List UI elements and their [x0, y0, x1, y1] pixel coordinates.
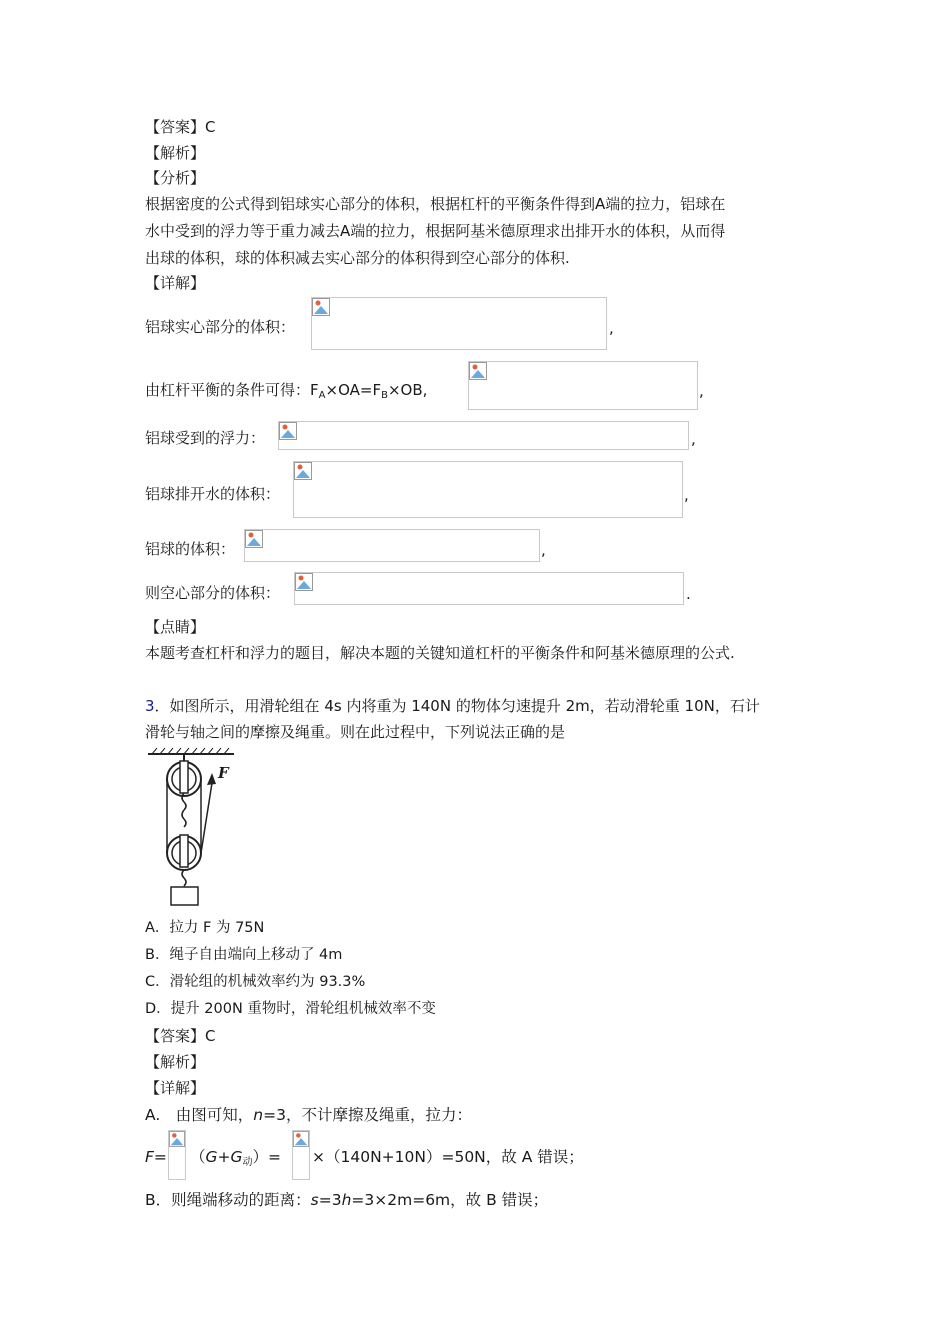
broken-image-icon	[295, 573, 313, 591]
step-5-label: 铝球的体积：	[145, 540, 236, 558]
step-4-label: 铝球排开水的体积：	[145, 485, 281, 503]
step-4-punct: ,	[684, 486, 689, 504]
formula-image-5	[244, 529, 540, 562]
step-2-label: 由杠杆平衡的条件可得：$F_A\times OA=F_B\times OB$,	[145, 381, 428, 401]
formula-rest: ×（140N+10N）=50N，故 A 错误；	[312, 1148, 584, 1166]
broken-image-icon	[293, 1131, 311, 1149]
q3-answer-label: 【答案】C	[145, 1027, 216, 1045]
detail-b-text: B．则绳端移动的距离：s=3h=3×2m=6m，故 B 错误；	[145, 1191, 549, 1209]
formula-image-3	[278, 421, 689, 450]
broken-image-icon	[294, 462, 312, 480]
option-b: B．绳子自由端向上移动了 4m	[145, 947, 343, 963]
question-number: 3	[145, 697, 155, 715]
broken-image-icon	[279, 422, 297, 440]
step-1-label: 铝球实心部分的体积：	[145, 318, 296, 336]
step-5-punct: ,	[541, 541, 546, 559]
fenxi-line-3: 出球的体积，球的体积减去实心部分的体积得到空心部分的体积.	[145, 249, 570, 267]
broken-image-icon	[245, 530, 263, 548]
answer-label: 【答案】C	[145, 118, 216, 136]
broken-image-icon	[312, 298, 330, 316]
formula-image-2	[468, 361, 698, 410]
formula-image-4	[293, 461, 683, 518]
step-6-punct: .	[686, 585, 691, 603]
fraction-image-2	[292, 1130, 310, 1180]
step-1-punct: ,	[609, 319, 614, 337]
step-2-punct: ,	[699, 382, 704, 400]
fraction-image-1	[168, 1130, 186, 1180]
xiangjie-label: 【详解】	[145, 274, 206, 292]
broken-image-icon	[469, 362, 487, 380]
formula-middle: $(G+G_动)=$	[190, 1148, 282, 1168]
q3-stem-line-2: 滑轮与轴之间的摩擦及绳重。则在此过程中，下列说法正确的是	[145, 723, 566, 741]
option-d: D．提升 200N 重物时，滑轮组机械效率不变	[145, 1001, 436, 1017]
formula-image-6	[294, 572, 684, 605]
step-6-label: 则空心部分的体积：	[145, 584, 281, 602]
analysis-label: 【解析】	[145, 144, 206, 162]
q3-analysis-label: 【解析】	[145, 1053, 206, 1071]
broken-image-icon	[169, 1131, 187, 1149]
fenxi-line-1: 根据密度的公式得到铝球实心部分的体积，根据杠杆的平衡条件得到A端的拉力，铝球在	[145, 195, 726, 213]
step-3-label: 铝球受到的浮力：	[145, 429, 266, 447]
q3-stem-line-1: 3．如图所示，用滑轮组在 4s 内将重为 140N 的物体匀速提升 2m，若动滑轮重 10N，石计	[145, 697, 760, 715]
force-label: F	[218, 764, 229, 782]
detail-a-text: A. 由图可知，n=3，不计摩擦及绳重，拉力：	[145, 1106, 472, 1124]
option-c: C．滑轮组的机械效率约为 93.3%	[145, 974, 366, 990]
dianjing-text: 本题考查杠杆和浮力的题目，解决本题的关键知道杠杆的平衡条件和阿基米德原理的公式.	[145, 644, 735, 662]
step-3-punct: ,	[691, 430, 696, 448]
fenxi-line-2: 水中受到的浮力等于重力减去A端的拉力，根据阿基米德原理求出排开水的体积，从而得	[145, 222, 726, 240]
option-a: A．拉力 F 为 75N	[145, 920, 265, 936]
fenxi-label: 【分析】	[145, 169, 206, 187]
q3-xiangjie-label: 【详解】	[145, 1079, 206, 1097]
formula-image-1	[311, 297, 607, 350]
formula-f-lhs: F=	[145, 1148, 167, 1166]
dianjing-label: 【点睛】	[145, 618, 206, 636]
